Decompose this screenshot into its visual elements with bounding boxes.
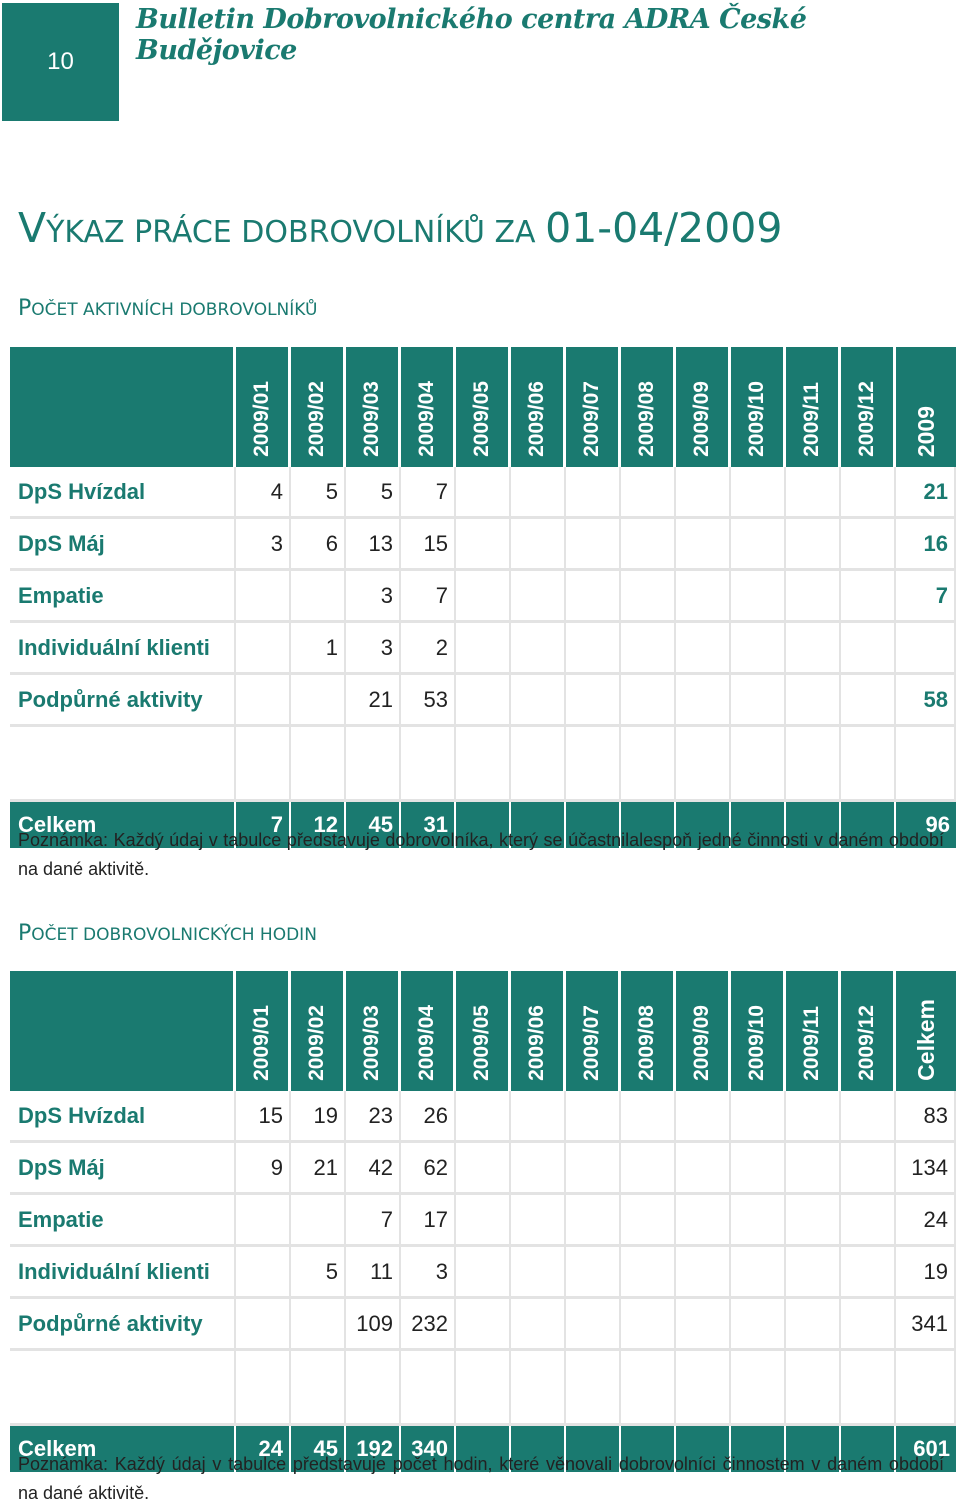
section-title-volunteer-hours bbox=[18, 921, 317, 946]
title-period: 01-04/2009 bbox=[545, 204, 783, 252]
table-cell bbox=[731, 1247, 786, 1299]
table-cell bbox=[456, 467, 511, 519]
row-total bbox=[896, 623, 956, 675]
table-cell bbox=[676, 675, 731, 727]
column-header bbox=[786, 347, 841, 467]
title-initial: V bbox=[18, 204, 47, 252]
column-header bbox=[456, 971, 511, 1091]
table-cell: 9 bbox=[236, 1143, 291, 1195]
column-header-label: 2009/04 bbox=[415, 1005, 438, 1081]
column-header bbox=[786, 971, 841, 1091]
table-cell: 109 bbox=[346, 1299, 401, 1351]
table-cell bbox=[676, 1091, 731, 1143]
table-cell bbox=[291, 571, 346, 623]
empty-cell bbox=[566, 727, 621, 802]
column-header-label: 2009/04 bbox=[415, 381, 438, 457]
table-cell: 3 bbox=[346, 623, 401, 675]
table-cell bbox=[621, 1195, 676, 1247]
table-cell bbox=[511, 1091, 566, 1143]
table-cell bbox=[456, 1143, 511, 1195]
table-cell bbox=[511, 467, 566, 519]
total-cell: 31 bbox=[401, 802, 456, 848]
empty-cell bbox=[511, 1351, 566, 1426]
column-header bbox=[676, 347, 731, 467]
table-cell: 7 bbox=[401, 571, 456, 623]
table-cell bbox=[566, 1299, 621, 1351]
table-cell bbox=[456, 623, 511, 675]
row-label: Individuální klienti bbox=[10, 1247, 236, 1299]
total-cell: 12 bbox=[291, 802, 346, 848]
empty-cell bbox=[621, 1351, 676, 1426]
table-cell bbox=[841, 675, 896, 727]
table-row bbox=[10, 1091, 956, 1143]
table-cell: 7 bbox=[346, 1195, 401, 1247]
table-cell bbox=[621, 467, 676, 519]
row-total: 7 bbox=[896, 571, 956, 623]
section-title-rest: OČET AKTIVNÍCH DOBROVOLNÍKŮ bbox=[31, 300, 318, 320]
column-header bbox=[511, 347, 566, 467]
table-cell bbox=[786, 467, 841, 519]
table-cell bbox=[566, 623, 621, 675]
empty-cell bbox=[346, 1351, 401, 1426]
table-cell bbox=[456, 1299, 511, 1351]
table-cell bbox=[621, 1299, 676, 1351]
column-header-label: 2009/09 bbox=[690, 381, 713, 457]
table-cell bbox=[566, 519, 621, 571]
table-cell bbox=[621, 675, 676, 727]
header-corner bbox=[10, 971, 236, 1091]
column-header-label: 2009/12 bbox=[855, 381, 878, 457]
empty-cell bbox=[511, 727, 566, 802]
bulletin-title: Bulletin Dobrovolnického centra ADRA České Budějovice bbox=[136, 4, 807, 66]
table-cell bbox=[621, 1143, 676, 1195]
empty-cell bbox=[676, 727, 731, 802]
table-cell bbox=[621, 1247, 676, 1299]
column-header bbox=[346, 347, 401, 467]
table-cell: 62 bbox=[401, 1143, 456, 1195]
table-cell bbox=[236, 675, 291, 727]
table-cell bbox=[841, 1195, 896, 1247]
table-cell bbox=[621, 571, 676, 623]
table-cell bbox=[676, 1247, 731, 1299]
table-cell bbox=[786, 1299, 841, 1351]
table-cell bbox=[236, 1247, 291, 1299]
row-total: 16 bbox=[896, 519, 956, 571]
table-cell: 3 bbox=[236, 519, 291, 571]
table-cell bbox=[786, 1143, 841, 1195]
column-header-label: 2009/02 bbox=[305, 381, 328, 457]
table-row bbox=[10, 675, 956, 727]
column-header bbox=[291, 347, 346, 467]
table-cell bbox=[566, 675, 621, 727]
empty-cell bbox=[236, 1351, 291, 1426]
section-title-rest: OČET DOBROVOLNICKÝCH HODIN bbox=[31, 925, 317, 945]
table-cell bbox=[456, 1091, 511, 1143]
empty-cell bbox=[291, 727, 346, 802]
table-cell bbox=[841, 571, 896, 623]
column-header bbox=[621, 347, 676, 467]
empty-cell bbox=[566, 1351, 621, 1426]
table-cell bbox=[511, 1299, 566, 1351]
column-header-label: 2009/03 bbox=[360, 381, 383, 457]
table-cell bbox=[841, 1143, 896, 1195]
empty-cell bbox=[346, 727, 401, 802]
total-cell: 24 bbox=[236, 1426, 291, 1472]
column-header-label: 2009/03 bbox=[360, 1005, 383, 1081]
table-cell: 21 bbox=[346, 675, 401, 727]
column-header bbox=[621, 971, 676, 1091]
volunteer-hours-table bbox=[10, 971, 956, 1472]
table-cell bbox=[511, 1195, 566, 1247]
table-cell bbox=[786, 519, 841, 571]
total-cell: 192 bbox=[346, 1426, 401, 1472]
table-cell bbox=[566, 467, 621, 519]
table-cell: 1 bbox=[291, 623, 346, 675]
table-cell bbox=[786, 675, 841, 727]
section-title-initial: P bbox=[18, 296, 32, 321]
table-cell bbox=[511, 571, 566, 623]
empty-cell bbox=[896, 1351, 956, 1426]
column-header-label: 2009/11 bbox=[800, 382, 823, 457]
column-header-label: 2009/07 bbox=[580, 381, 603, 457]
row-total: 21 bbox=[896, 467, 956, 519]
table-cell bbox=[291, 1195, 346, 1247]
column-header-label: 2009/08 bbox=[635, 1005, 658, 1081]
total-label: Celkem bbox=[10, 1426, 236, 1472]
column-header bbox=[566, 971, 621, 1091]
table-cell bbox=[456, 1247, 511, 1299]
table-cell bbox=[456, 571, 511, 623]
table-cell bbox=[731, 623, 786, 675]
table-cell bbox=[291, 675, 346, 727]
section-title-initial: P bbox=[18, 921, 32, 946]
table-cell bbox=[236, 623, 291, 675]
row-label: Individuální klienti bbox=[10, 623, 236, 675]
table-cell: 5 bbox=[291, 1247, 346, 1299]
table-cell bbox=[731, 1143, 786, 1195]
table-cell bbox=[731, 571, 786, 623]
total-cell: 45 bbox=[346, 802, 401, 848]
empty-cell bbox=[676, 1351, 731, 1426]
table-cell bbox=[676, 519, 731, 571]
table-row bbox=[10, 571, 956, 623]
column-header-label: 2009/12 bbox=[855, 1005, 878, 1081]
row-total: 58 bbox=[896, 675, 956, 727]
empty-cell bbox=[401, 1351, 456, 1426]
column-header-label: 2009/02 bbox=[305, 1005, 328, 1081]
title-rest: ÝKAZ PRÁCE DOBROVOLNÍKŮ ZA bbox=[46, 215, 546, 250]
column-header-label: 2009/06 bbox=[525, 381, 548, 457]
empty-cell bbox=[786, 727, 841, 802]
table-cell bbox=[511, 1143, 566, 1195]
table-cell bbox=[456, 675, 511, 727]
table-cell bbox=[566, 1091, 621, 1143]
column-header-label: 2009/08 bbox=[635, 381, 658, 457]
table-row bbox=[10, 623, 956, 675]
table-cell: 2 bbox=[401, 623, 456, 675]
table-cell bbox=[511, 1247, 566, 1299]
column-header-label: 2009/01 bbox=[250, 381, 273, 457]
header-corner bbox=[10, 347, 236, 467]
column-header bbox=[731, 347, 786, 467]
total-cell: 45 bbox=[291, 1426, 346, 1472]
table-cell: 17 bbox=[401, 1195, 456, 1247]
column-header-label: 2009/11 bbox=[800, 1006, 823, 1081]
table-cell: 5 bbox=[291, 467, 346, 519]
empty-row bbox=[10, 727, 956, 802]
table-cell bbox=[236, 1299, 291, 1351]
row-total: 83 bbox=[896, 1091, 956, 1143]
note-active-volunteers: Poznámka: Každý údaj v tabulce představuje dobrovolníka, který se účastnilalespoň jedné činnosti v daném období na dané aktivitě. bbox=[18, 830, 944, 879]
grand-total: 96 bbox=[896, 802, 956, 848]
table-cell bbox=[731, 1091, 786, 1143]
column-header bbox=[236, 347, 291, 467]
row-label: Podpůrné aktivity bbox=[10, 1299, 236, 1351]
row-total: 134 bbox=[896, 1143, 956, 1195]
empty-cell bbox=[236, 727, 291, 802]
empty-cell bbox=[841, 727, 896, 802]
table-row bbox=[10, 1143, 956, 1195]
table-cell bbox=[841, 623, 896, 675]
table-cell bbox=[841, 1247, 896, 1299]
table-cell bbox=[841, 1091, 896, 1143]
table-cell: 6 bbox=[291, 519, 346, 571]
table-cell bbox=[731, 467, 786, 519]
column-header bbox=[401, 347, 456, 467]
table-cell bbox=[841, 467, 896, 519]
column-header bbox=[236, 971, 291, 1091]
empty-cell bbox=[896, 727, 956, 802]
column-header bbox=[456, 347, 511, 467]
table-cell: 11 bbox=[346, 1247, 401, 1299]
table-cell bbox=[566, 1247, 621, 1299]
empty-cell bbox=[291, 1351, 346, 1426]
table-cell: 26 bbox=[401, 1091, 456, 1143]
empty-cell bbox=[456, 1351, 511, 1426]
row-label: Empatie bbox=[10, 1195, 236, 1247]
table-cell bbox=[676, 1195, 731, 1247]
table-cell bbox=[676, 1299, 731, 1351]
row-total: 24 bbox=[896, 1195, 956, 1247]
table-cell bbox=[621, 623, 676, 675]
table-cell bbox=[786, 1091, 841, 1143]
table-cell: 13 bbox=[346, 519, 401, 571]
column-header-label: 2009/05 bbox=[470, 1005, 493, 1081]
table-cell bbox=[786, 623, 841, 675]
table-cell bbox=[511, 519, 566, 571]
table-cell bbox=[456, 519, 511, 571]
table-cell bbox=[676, 467, 731, 519]
column-header bbox=[841, 971, 896, 1091]
table-row bbox=[10, 467, 956, 519]
empty-cell bbox=[841, 1351, 896, 1426]
column-header-label: 2009/01 bbox=[250, 1005, 273, 1081]
column-header bbox=[676, 971, 731, 1091]
table-cell bbox=[566, 571, 621, 623]
table-cell bbox=[676, 623, 731, 675]
column-header-label: 2009/05 bbox=[470, 381, 493, 457]
table-row bbox=[10, 1195, 956, 1247]
table-cell: 53 bbox=[401, 675, 456, 727]
empty-cell bbox=[401, 727, 456, 802]
empty-cell bbox=[731, 1351, 786, 1426]
page-number: 10 bbox=[2, 3, 119, 121]
table-cell bbox=[676, 1143, 731, 1195]
column-header-label: 2009/10 bbox=[745, 381, 768, 457]
column-header bbox=[841, 347, 896, 467]
column-header-label: 2009/09 bbox=[690, 1005, 713, 1081]
empty-cell bbox=[456, 727, 511, 802]
column-header-label: Celkem bbox=[912, 999, 939, 1081]
row-label: DpS Hvízdal bbox=[10, 467, 236, 519]
section-title-active-volunteers bbox=[18, 296, 317, 321]
row-label: DpS Máj bbox=[10, 1143, 236, 1195]
active-volunteers-table bbox=[10, 347, 956, 848]
table-cell: 15 bbox=[236, 1091, 291, 1143]
table-cell: 7 bbox=[401, 467, 456, 519]
table-cell: 5 bbox=[346, 467, 401, 519]
grand-total: 601 bbox=[896, 1426, 956, 1472]
table-cell bbox=[786, 1195, 841, 1247]
row-label: Empatie bbox=[10, 571, 236, 623]
table-cell: 3 bbox=[401, 1247, 456, 1299]
total-cell: 340 bbox=[401, 1426, 456, 1472]
table-cell: 232 bbox=[401, 1299, 456, 1351]
page-title bbox=[18, 204, 782, 252]
column-header bbox=[511, 971, 566, 1091]
empty-cell bbox=[10, 727, 236, 802]
table-cell bbox=[236, 571, 291, 623]
table-cell: 19 bbox=[291, 1091, 346, 1143]
column-header bbox=[566, 347, 621, 467]
column-header-label: 2009/10 bbox=[745, 1005, 768, 1081]
column-header-label: 2009/06 bbox=[525, 1005, 548, 1081]
table-cell: 23 bbox=[346, 1091, 401, 1143]
table-cell bbox=[291, 1299, 346, 1351]
table-cell bbox=[236, 1195, 291, 1247]
table-cell: 42 bbox=[346, 1143, 401, 1195]
table-cell bbox=[731, 675, 786, 727]
column-header bbox=[346, 971, 401, 1091]
row-label: DpS Hvízdal bbox=[10, 1091, 236, 1143]
table-cell bbox=[731, 1299, 786, 1351]
table-cell: 21 bbox=[291, 1143, 346, 1195]
table-row bbox=[10, 1299, 956, 1351]
table-cell bbox=[676, 571, 731, 623]
table-row bbox=[10, 1247, 956, 1299]
table-cell: 4 bbox=[236, 467, 291, 519]
empty-cell bbox=[731, 727, 786, 802]
table-cell: 15 bbox=[401, 519, 456, 571]
total-cell: 7 bbox=[236, 802, 291, 848]
empty-cell bbox=[786, 1351, 841, 1426]
column-header bbox=[896, 971, 956, 1091]
column-header bbox=[731, 971, 786, 1091]
column-header-label: 2009/07 bbox=[580, 1005, 603, 1081]
table-cell bbox=[841, 1299, 896, 1351]
row-total: 19 bbox=[896, 1247, 956, 1299]
table-cell bbox=[731, 1195, 786, 1247]
row-total: 341 bbox=[896, 1299, 956, 1351]
column-header bbox=[401, 971, 456, 1091]
column-header bbox=[896, 347, 956, 467]
empty-row bbox=[10, 1351, 956, 1426]
table-cell bbox=[511, 675, 566, 727]
total-label: Celkem bbox=[10, 802, 236, 848]
table-cell bbox=[566, 1143, 621, 1195]
row-label: DpS Máj bbox=[10, 519, 236, 571]
table-cell: 3 bbox=[346, 571, 401, 623]
table-cell bbox=[621, 519, 676, 571]
table-cell bbox=[841, 519, 896, 571]
table-cell bbox=[786, 1247, 841, 1299]
table-cell bbox=[511, 623, 566, 675]
table-cell bbox=[456, 1195, 511, 1247]
table-cell bbox=[786, 571, 841, 623]
note-volunteer-hours: Poznámka: Každý údaj v tabulce představuje počet hodin, které věnovali dobrovolníci činnostem v daném období na dané aktivitě. bbox=[18, 1454, 944, 1503]
column-header-label: 2009 bbox=[912, 405, 939, 457]
empty-cell bbox=[10, 1351, 236, 1426]
row-label: Podpůrné aktivity bbox=[10, 675, 236, 727]
empty-cell bbox=[621, 727, 676, 802]
table-row bbox=[10, 519, 956, 571]
table-cell bbox=[731, 519, 786, 571]
table-cell bbox=[566, 1195, 621, 1247]
column-header bbox=[291, 971, 346, 1091]
table-cell bbox=[621, 1091, 676, 1143]
